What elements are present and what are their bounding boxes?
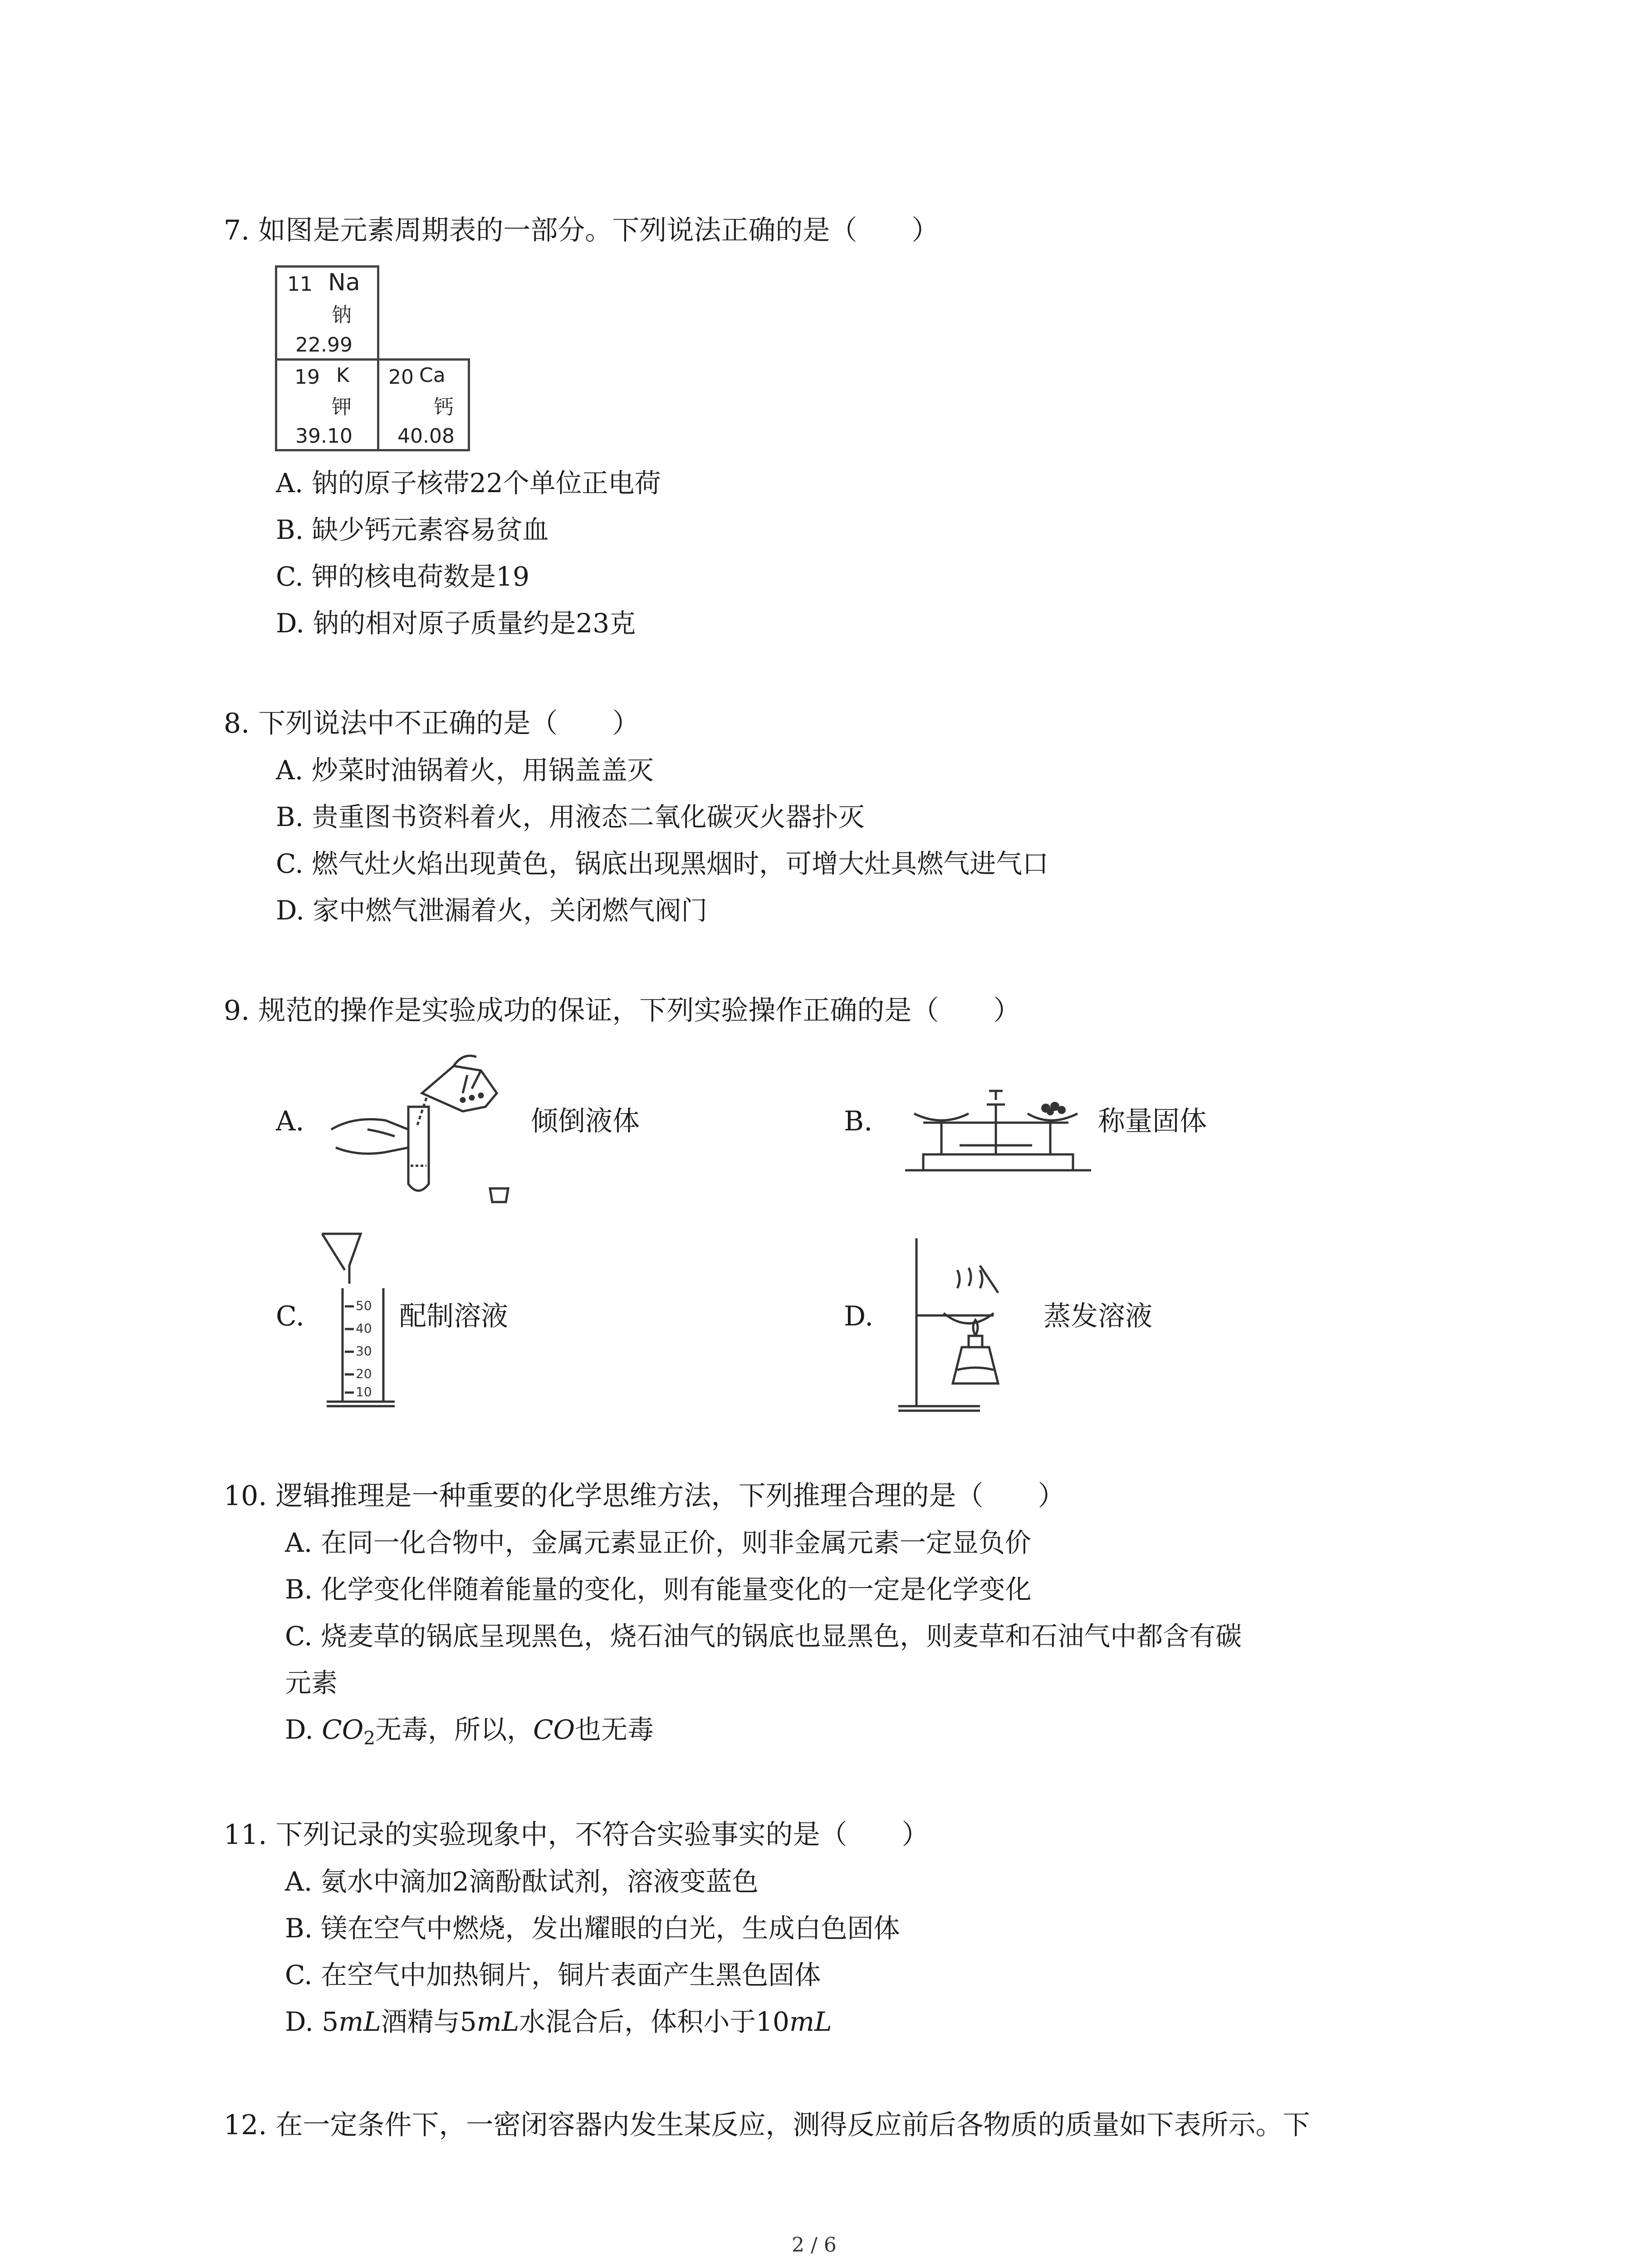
cylinder-mark-50: 50 xyxy=(356,1298,372,1313)
option-d-middle: 酒精与5 xyxy=(381,2006,477,2037)
q7-option-a: A. 钠的原子核带22个单位正电荷 xyxy=(276,468,661,499)
element-number: 20 xyxy=(388,366,414,389)
q8-option-b: B. 贵重图书资料着火，用液态二氧化碳灭火器扑灭 xyxy=(276,802,865,832)
balance-figure xyxy=(896,1086,1100,1177)
page-number: 2 / 6 xyxy=(792,2234,837,2257)
q9-option-b-letter: B. xyxy=(844,1105,873,1137)
formula-co2: CO xyxy=(322,1714,364,1745)
q9-stem: 9. 规范的操作是实验成功的保证，下列实验操作正确的是（ ） xyxy=(224,995,1021,1026)
q11-option-d xyxy=(285,2004,832,2040)
q8-option-a: A. 炒菜时油锅着火，用锅盖盖灭 xyxy=(276,755,654,786)
q10-option-a: A. 在同一化合物中，金属元素显正价，则非金属元素一定显负价 xyxy=(285,1527,1031,1558)
q7-stem: 7. 如图是元素周期表的一部分。下列说法正确的是（ ） xyxy=(224,215,939,246)
q11-option-b: B. 镁在空气中燃烧，发出耀眼的白光，生成白色固体 xyxy=(285,1913,900,1944)
q8-option-c: C. 燃气灶火焰出现黄色，锅底出现黑烟时，可增大灶具燃气进气口 xyxy=(276,848,1049,879)
element-mass: 40.08 xyxy=(397,425,455,448)
q9-option-b-label: 称量固体 xyxy=(1098,1105,1207,1137)
option-d-prefix: D. 5 xyxy=(285,2006,339,2037)
q9-option-d-label: 蒸发溶液 xyxy=(1043,1300,1152,1332)
q10-option-c-line2: 元素 xyxy=(285,1667,338,1698)
element-symbol: Na xyxy=(328,269,360,296)
q8-option-d: D. 家中燃气泄漏着火，关闭燃气阀门 xyxy=(276,895,708,926)
element-symbol: K xyxy=(336,364,349,387)
q12-stem: 12. 在一定条件下，一密闭容器内发生某反应，测得反应前后各物质的质量如下表所示。下 xyxy=(224,2109,1310,2141)
q9-option-a-letter: A. xyxy=(276,1105,304,1137)
element-cell-k xyxy=(275,358,379,451)
element-mass: 39.10 xyxy=(295,425,353,448)
element-name: 钙 xyxy=(434,396,454,419)
element-name: 钾 xyxy=(332,396,352,419)
q10-option-c-line1: C. 烧麦草的锅底呈现黑色，烧石油气的锅底也显黑色，则麦草和石油气中都含有碳 xyxy=(285,1621,1242,1652)
cylinder-mark-30: 30 xyxy=(356,1344,372,1359)
q9-option-c-label: 配制溶液 xyxy=(399,1300,508,1332)
element-number: 11 xyxy=(287,273,313,296)
unit-ml: mL xyxy=(789,2006,832,2037)
formula-subscript: 2 xyxy=(363,1727,376,1749)
evaporation-figure xyxy=(889,1234,1043,1415)
cylinder-mark-40: 40 xyxy=(356,1321,372,1336)
q11-stem: 11. 下列记录的实验现象中，不符合实验事实的是（ ） xyxy=(224,1819,929,1851)
q7-option-c: C. 钾的核电荷数是19 xyxy=(276,561,529,592)
option-d-end: 也无毒 xyxy=(575,1714,654,1745)
periodic-table-excerpt xyxy=(275,265,470,451)
q7-option-b: B. 缺少钙元素容易贫血 xyxy=(276,514,549,545)
element-number: 19 xyxy=(294,366,320,389)
element-mass: 22.99 xyxy=(295,333,353,357)
q10-option-b: B. 化学变化伴随着能量的变化，则有能量变化的一定是化学变化 xyxy=(285,1574,1032,1605)
unit-ml: mL xyxy=(476,2006,519,2037)
formula-co: CO xyxy=(533,1714,575,1745)
element-symbol: Ca xyxy=(419,364,446,387)
graduated-cylinder-figure xyxy=(318,1225,399,1415)
q9-option-a-label: 倾倒液体 xyxy=(531,1105,640,1137)
q9-option-c-letter: C. xyxy=(276,1300,304,1332)
pouring-liquid-figure xyxy=(318,1039,526,1207)
option-d-prefix: D. xyxy=(285,1714,322,1745)
cylinder-mark-10: 10 xyxy=(356,1384,372,1399)
q11-option-c: C. 在空气中加热铜片，铜片表面产生黑色固体 xyxy=(285,1960,821,1990)
element-cell-ca xyxy=(377,358,470,451)
unit-ml: mL xyxy=(338,2006,381,2037)
q10-stem: 10. 逻辑推理是一种重要的化学思维方法，下列推理合理的是（ ） xyxy=(224,1480,1065,1512)
q11-option-a: A. 氨水中滴加2滴酚酞试剂，溶液变蓝色 xyxy=(285,1866,759,1897)
cylinder-mark-20: 20 xyxy=(356,1366,372,1381)
q10-option-d xyxy=(285,1711,654,1756)
option-d-middle-2: 水混合后，体积小于10 xyxy=(519,2006,789,2037)
q7-option-d: D. 钠的相对原子质量约是23克 xyxy=(276,608,636,639)
option-d-middle: 无毒，所以， xyxy=(375,1714,534,1745)
element-name: 钠 xyxy=(332,303,352,327)
q8-stem: 8. 下列说法中不正确的是（ ） xyxy=(224,708,640,739)
q9-option-d-letter: D. xyxy=(844,1300,874,1332)
element-cell-na xyxy=(275,265,379,361)
